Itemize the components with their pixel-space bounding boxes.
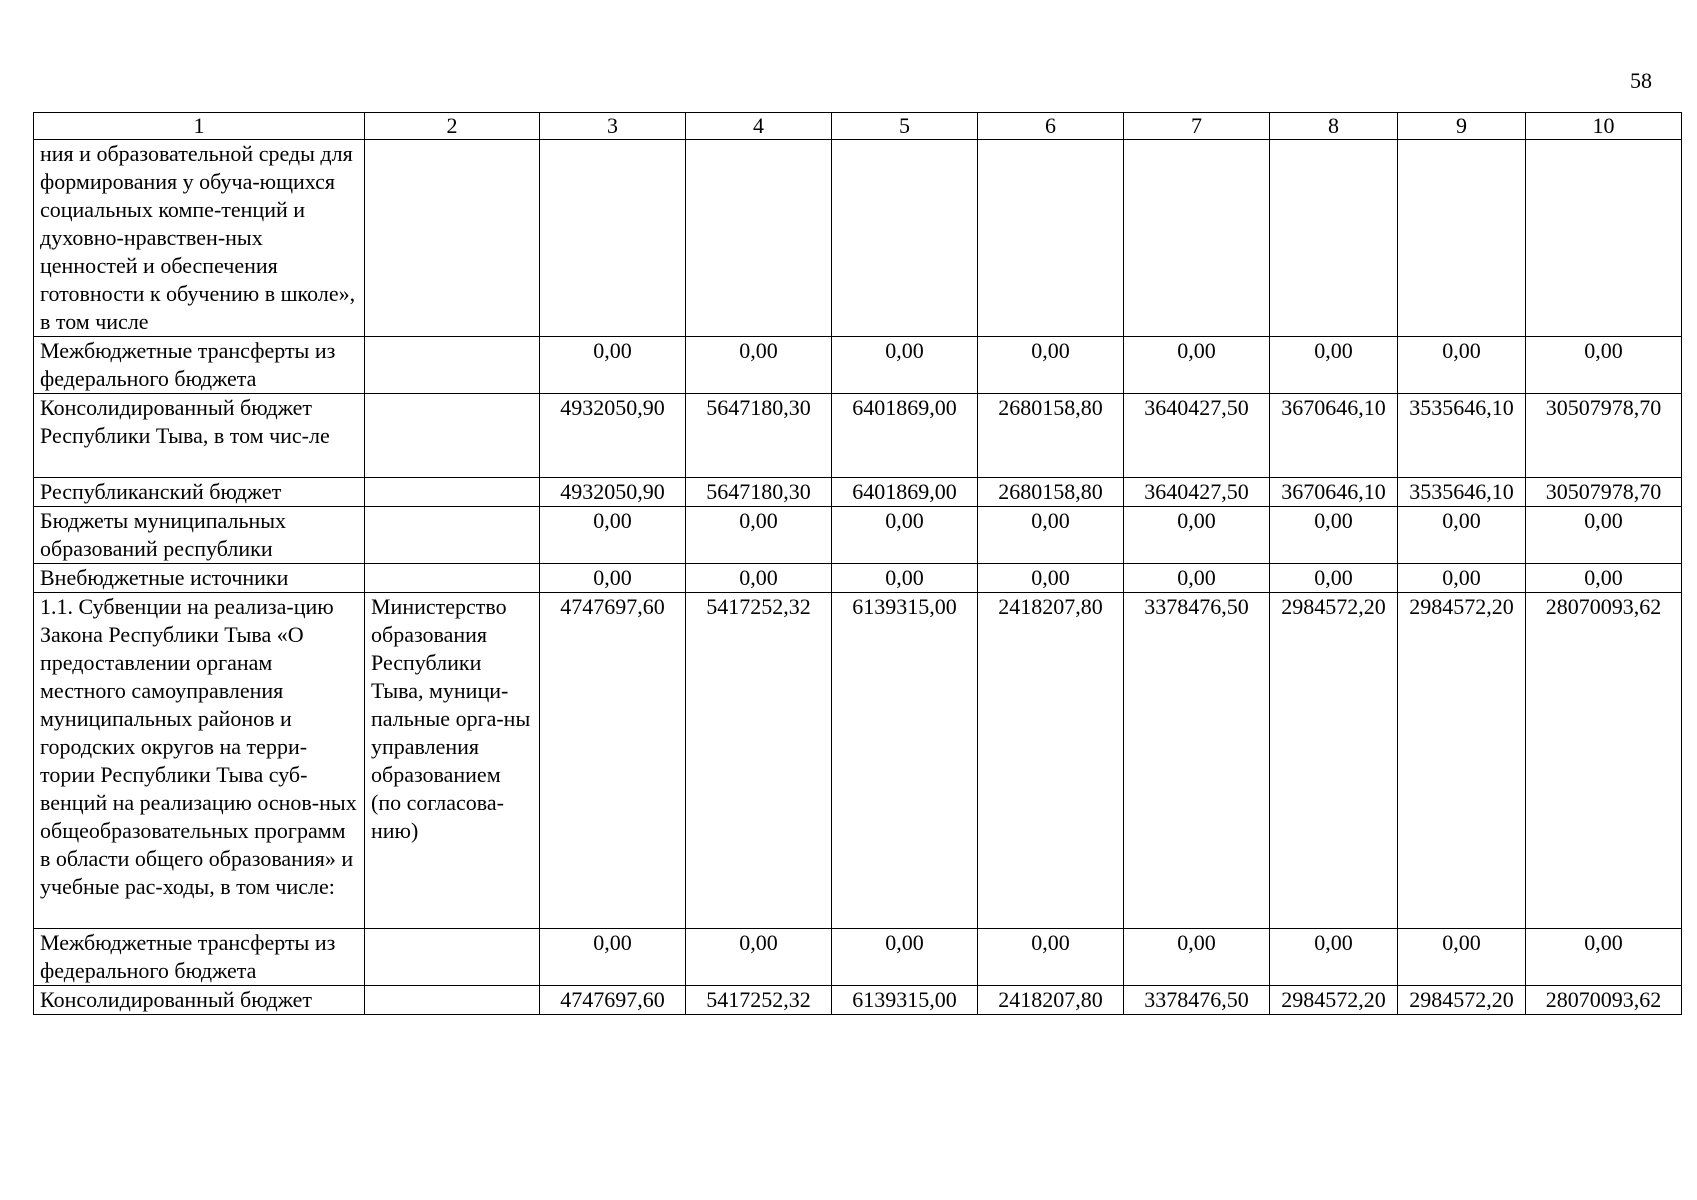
row-name: Внебюджетные источники bbox=[34, 564, 365, 593]
table-row bbox=[34, 507, 1682, 564]
row-name: Межбюджетные трансферты из федерального бюджета bbox=[34, 337, 365, 394]
row-value: 0,00 bbox=[540, 337, 686, 394]
row-value bbox=[1398, 140, 1526, 337]
row-value: 4932050,90 bbox=[540, 394, 686, 478]
row-executor bbox=[365, 478, 540, 507]
row-value: 0,00 bbox=[1270, 929, 1398, 986]
row-value: 0,00 bbox=[1526, 337, 1682, 394]
row-value: 5647180,30 bbox=[686, 478, 832, 507]
row-value: 0,00 bbox=[1270, 337, 1398, 394]
row-value: 0,00 bbox=[1398, 507, 1526, 564]
row-value: 0,00 bbox=[540, 929, 686, 986]
table-row bbox=[34, 986, 1682, 1015]
row-value: 0,00 bbox=[1124, 564, 1270, 593]
row-value: 3640427,50 bbox=[1124, 478, 1270, 507]
column-header: 8 bbox=[1270, 113, 1398, 140]
column-header: 1 bbox=[34, 113, 365, 140]
row-value: 0,00 bbox=[686, 337, 832, 394]
row-executor bbox=[365, 929, 540, 986]
row-name: Межбюджетные трансферты из федерального бюджета bbox=[34, 929, 365, 986]
row-value: 5417252,32 bbox=[686, 986, 832, 1015]
row-value: 2418207,80 bbox=[978, 986, 1124, 1015]
row-value: 3378476,50 bbox=[1124, 593, 1270, 929]
row-value bbox=[1270, 140, 1398, 337]
table-row bbox=[34, 564, 1682, 593]
row-value: 3535646,10 bbox=[1398, 394, 1526, 478]
row-value: 0,00 bbox=[832, 337, 978, 394]
row-value: 2418207,80 bbox=[978, 593, 1124, 929]
column-header: 4 bbox=[686, 113, 832, 140]
row-value: 0,00 bbox=[832, 507, 978, 564]
table-row bbox=[34, 394, 1682, 478]
row-value: 0,00 bbox=[1398, 564, 1526, 593]
row-value: 4747697,60 bbox=[540, 593, 686, 929]
row-value: 0,00 bbox=[832, 564, 978, 593]
row-executor bbox=[365, 337, 540, 394]
row-value: 6401869,00 bbox=[832, 394, 978, 478]
row-value: 0,00 bbox=[540, 564, 686, 593]
row-value: 6139315,00 bbox=[832, 593, 978, 929]
row-executor: Министерство образования Республики Тыва, муници-пальные орга-ны управления образованием (по согласова-нию) bbox=[365, 593, 540, 929]
column-header: 7 bbox=[1124, 113, 1270, 140]
row-value bbox=[686, 140, 832, 337]
row-value: 3535646,10 bbox=[1398, 478, 1526, 507]
table-row bbox=[34, 593, 1682, 929]
row-value: 0,00 bbox=[686, 929, 832, 986]
column-header: 9 bbox=[1398, 113, 1526, 140]
row-value: 6401869,00 bbox=[832, 478, 978, 507]
column-number-row bbox=[34, 113, 1682, 140]
row-value: 0,00 bbox=[1270, 564, 1398, 593]
row-value: 2984572,20 bbox=[1398, 593, 1526, 929]
row-value: 0,00 bbox=[1526, 564, 1682, 593]
column-header: 3 bbox=[540, 113, 686, 140]
row-value: 3640427,50 bbox=[1124, 394, 1270, 478]
row-value: 4747697,60 bbox=[540, 986, 686, 1015]
budget-table bbox=[33, 112, 1682, 1015]
table-row bbox=[34, 140, 1682, 337]
row-value: 0,00 bbox=[832, 929, 978, 986]
row-value: 30507978,70 bbox=[1526, 478, 1682, 507]
row-value: 5647180,30 bbox=[686, 394, 832, 478]
row-executor bbox=[365, 394, 540, 478]
row-value: 2680158,80 bbox=[978, 478, 1124, 507]
row-value bbox=[540, 140, 686, 337]
table-row bbox=[34, 478, 1682, 507]
row-name: Консолидированный бюджет Республики Тыва, в том чис-ле bbox=[34, 394, 365, 478]
row-value: 0,00 bbox=[686, 564, 832, 593]
row-value: 0,00 bbox=[1124, 337, 1270, 394]
table-row bbox=[34, 929, 1682, 986]
row-value: 0,00 bbox=[978, 929, 1124, 986]
row-value: 0,00 bbox=[1270, 507, 1398, 564]
row-value: 30507978,70 bbox=[1526, 394, 1682, 478]
row-name: ния и образовательной среды для формирования у обуча-ющихся социальных компе-тенций и духовно-нравствен-ных ценностей и обеспечения готовности к обучению в школе», в том числе bbox=[34, 140, 365, 337]
row-executor bbox=[365, 140, 540, 337]
row-executor bbox=[365, 564, 540, 593]
row-value: 2680158,80 bbox=[978, 394, 1124, 478]
row-value: 2984572,20 bbox=[1398, 986, 1526, 1015]
row-value: 0,00 bbox=[978, 507, 1124, 564]
row-value: 0,00 bbox=[540, 507, 686, 564]
row-value: 5417252,32 bbox=[686, 593, 832, 929]
row-name: 1.1. Субвенции на реализа-цию Закона Республики Тыва «О предоставлении органам местного самоуправления муниципальных районов и городских округов на терри-тории Республики Тыва суб-венций на реализацию основ-ных общеобразовательных программ в области общего образования» и учебные рас-ходы, в том числе: bbox=[34, 593, 365, 929]
row-value: 3378476,50 bbox=[1124, 986, 1270, 1015]
column-header: 6 bbox=[978, 113, 1124, 140]
row-value: 3670646,10 bbox=[1270, 478, 1398, 507]
row-name: Бюджеты муниципальных образований республики bbox=[34, 507, 365, 564]
row-value: 4932050,90 bbox=[540, 478, 686, 507]
row-value: 2984572,20 bbox=[1270, 986, 1398, 1015]
row-executor bbox=[365, 986, 540, 1015]
row-value bbox=[1124, 140, 1270, 337]
row-value: 6139315,00 bbox=[832, 986, 978, 1015]
row-name: Республиканский бюджет bbox=[34, 478, 365, 507]
column-header: 10 bbox=[1526, 113, 1682, 140]
row-value bbox=[978, 140, 1124, 337]
column-header: 2 bbox=[365, 113, 540, 140]
row-value: 0,00 bbox=[686, 507, 832, 564]
row-value: 0,00 bbox=[978, 564, 1124, 593]
column-header: 5 bbox=[832, 113, 978, 140]
page-number: 58 bbox=[1630, 68, 1652, 93]
row-value: 28070093,62 bbox=[1526, 593, 1682, 929]
row-value: 0,00 bbox=[978, 337, 1124, 394]
row-value: 0,00 bbox=[1398, 929, 1526, 986]
row-value: 0,00 bbox=[1124, 929, 1270, 986]
row-value: 0,00 bbox=[1526, 929, 1682, 986]
row-value: 0,00 bbox=[1526, 507, 1682, 564]
row-value bbox=[832, 140, 978, 337]
row-value bbox=[1526, 140, 1682, 337]
row-value: 2984572,20 bbox=[1270, 593, 1398, 929]
row-value: 0,00 bbox=[1398, 337, 1526, 394]
row-value: 0,00 bbox=[1124, 507, 1270, 564]
row-name: Консолидированный бюджет bbox=[34, 986, 365, 1015]
row-value: 3670646,10 bbox=[1270, 394, 1398, 478]
row-executor bbox=[365, 507, 540, 564]
row-value: 28070093,62 bbox=[1526, 986, 1682, 1015]
table-row bbox=[34, 337, 1682, 394]
